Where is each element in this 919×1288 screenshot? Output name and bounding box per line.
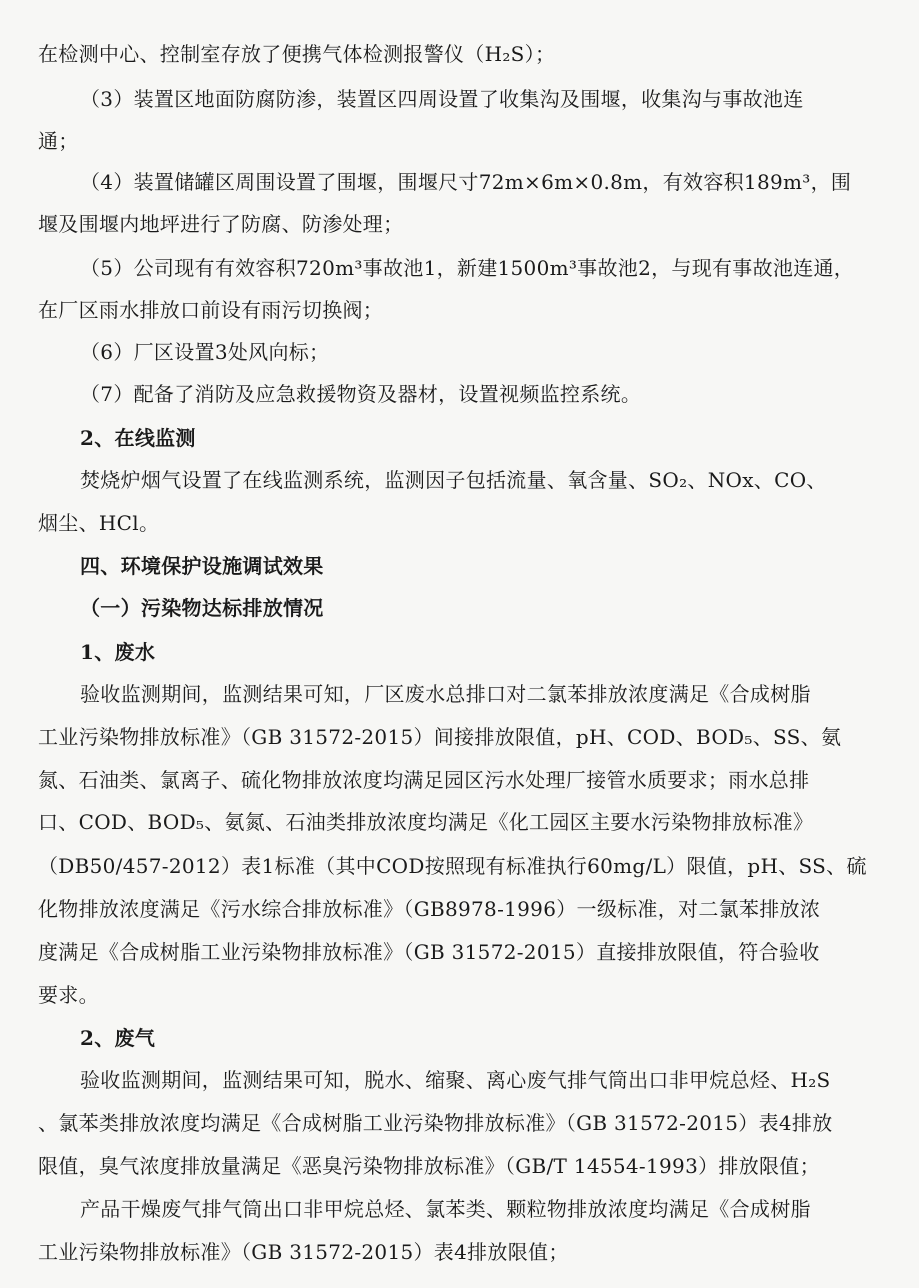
text-line: 在检测中心、控制室存放了便携气体检测报警仪（H₂S）； <box>38 42 556 66</box>
text-line: （6）厂区设置3处风向标； <box>80 340 330 364</box>
text-line: （DB50/457-2012）表1标准（其中COD按照现有标准执行60mg/L）限值，pH、SS、硫 <box>38 854 867 878</box>
text-line: 要求。 <box>38 983 99 1007</box>
text-line: 通； <box>38 129 79 153</box>
text-line: （3）装置区地面防腐防渗，装置区四周设置了收集沟及围堰，收集沟与事故池连 <box>80 87 804 111</box>
text-line: 堰及围堰内地坪进行了防腐、防渗处理； <box>38 212 404 236</box>
text-line: （4）装置储罐区周围设置了围堰，围堰尺寸72m×6m×0.8m，有效容积189m³，围 <box>80 170 852 194</box>
text-line: 度满足《合成树脂工业污染物排放标准》（GB 31572-2015）直接排放限值，符合验收 <box>38 940 820 964</box>
text-line: （5）公司现有有效容积720m³事故池1，新建1500m³事故池2，与现有事故池连通， <box>80 256 855 280</box>
text-line: 产品干燥废气排气筒出口非甲烷总烃、氯苯类、颗粒物排放浓度均满足《合成树脂 <box>80 1197 811 1221</box>
section-heading: 2、在线监测 <box>80 426 196 450</box>
text-line: 、氯苯类排放浓度均满足《合成树脂工业污染物排放标准》（GB 31572-2015）表4排放 <box>38 1111 833 1135</box>
text-line: 在厂区雨水排放口前设有雨污切换阀； <box>38 298 384 322</box>
section-heading: （一）污染物达标排放情况 <box>80 596 324 620</box>
text-line: 焚烧炉烟气设置了在线监测系统，监测因子包括流量、氧含量、SO₂、NOx、CO、 <box>80 468 827 492</box>
text-line: 验收监测期间，监测结果可知，脱水、缩聚、离心废气排气筒出口非甲烷总烃、H₂S <box>80 1068 831 1092</box>
section-heading: 1、废水 <box>80 640 156 664</box>
text-line: 验收监测期间，监测结果可知，厂区废水总排口对二氯苯排放浓度满足《合成树脂 <box>80 682 811 706</box>
text-line: （7）配备了消防及应急救援物资及器材，设置视频监控系统。 <box>80 382 642 406</box>
section-heading: 2、废气 <box>80 1026 156 1050</box>
section-heading: 四、环境保护设施调试效果 <box>80 554 324 578</box>
text-line: 工业污染物排放标准》（GB 31572-2015）表4排放限值； <box>38 1240 569 1264</box>
text-line: 化物排放浓度满足《污水综合排放标准》（GB8978-1996）一级标准，对二氯苯排放浓 <box>38 897 821 921</box>
text-line: 限值，臭气浓度排放量满足《恶臭污染物排放标准》（GB/T 14554-1993）排放限值； <box>38 1154 820 1178</box>
text-line: 工业污染物排放标准》（GB 31572-2015）间接排放限值，pH、COD、BOD₅、SS、氨 <box>38 725 842 749</box>
text-line: 氮、石油类、氯离子、硫化物排放浓度均满足园区污水处理厂接管水质要求；雨水总排 <box>38 768 810 792</box>
text-line: 口、COD、BOD₅、氨氮、石油类排放浓度均满足《化工园区主要水污染物排放标准》 <box>38 810 814 834</box>
text-line: 烟尘、HCl。 <box>38 511 160 535</box>
